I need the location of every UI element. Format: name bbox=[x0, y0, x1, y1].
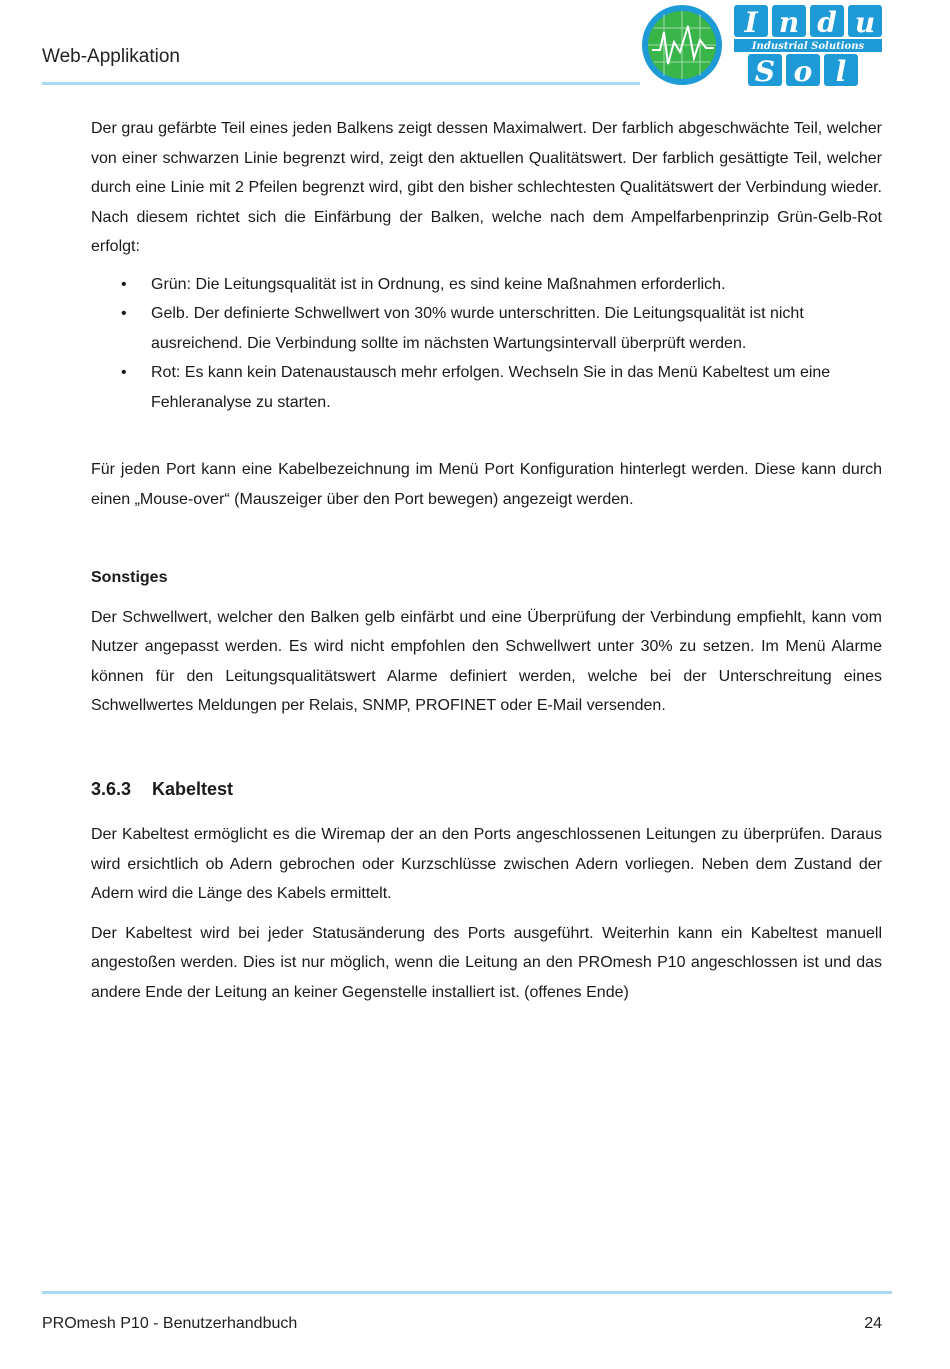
svg-text:I: I bbox=[744, 6, 758, 39]
logo-subtitle: Industrial Solutions bbox=[751, 41, 865, 52]
document-body bbox=[91, 114, 882, 1007]
sonstiges-heading: Sonstiges bbox=[91, 569, 168, 586]
svg-text:o: o bbox=[793, 55, 813, 88]
list-item: • Grün: Die Leitungsqualität ist in Ordnung, es sind keine Maßnahmen erforderlich. bbox=[91, 270, 882, 300]
page-number: 24 bbox=[864, 1315, 882, 1332]
list-item: • Rot: Es kann kein Datenaustausch mehr erfolgen. Wechseln Sie in das Menü Kabeltest um eine Fehleranalyse zu starten. bbox=[91, 358, 882, 417]
section-number: 3.6.3 bbox=[91, 778, 132, 799]
indusol-logo bbox=[638, 2, 894, 88]
kabeltest-paragraph-1: Der Kabeltest ermöglicht es die Wiremap der an den Ports angeschlossenen Leitungen zu überprüfen. Daraus wird ersichtlich ob Adern gebrochen oder Kurzschlüsse zwischen Adern vorliegen. Neben dem Zustand der Adern wird die Länge des Kabels ermittelt. bbox=[91, 826, 882, 902]
footer-divider bbox=[42, 1291, 892, 1294]
sonstiges-paragraph: Der Schwellwert, welcher den Balken gelb einfärbt und eine Überprüfung der Verbindung empfiehlt, kann vom Nutzer angepasst werden. Es wird nicht empfohlen den Schwellwert unter 30% zu setzen. Im Menü Alarme können für den Leitungsqualitätswert Alarme definiert werden, welche bei der Unterschreitung eines Schwellwertes Meldungen per Relais, SNMP, PROFINET oder E-Mail versenden. bbox=[91, 608, 882, 714]
bullet-icon: • bbox=[121, 364, 127, 381]
logo-letters-bottom bbox=[748, 54, 858, 88]
section-heading bbox=[91, 775, 882, 805]
list-item: • Gelb. Der definierte Schwellwert von 30% wurde unterschritten. Die Leitungsqualität ist nicht ausreichend. Die Verbindung sollte im nächsten Wartungsintervall überprüft werden. bbox=[91, 299, 882, 358]
kabeltest-paragraph-2: Der Kabeltest wird bei jeder Statusänderung des Ports ausgeführt. Weiterhin kann ein Kabeltest manuell angestoßen werden. Dies ist nur möglich, wenn die Leitung an den PROmesh P10 angeschlossen ist und das andere Ende der Leitung an keiner Gegenstelle installiert ist. (offenes Ende) bbox=[91, 924, 882, 1001]
port-paragraph: Für jeden Port kann eine Kabelbezeichnung im Menü Port Konfiguration hinterlegt werden. Diese kann durch einen „Mouse-over“ (Mauszeiger über den Port bewegen) angezeigt werden. bbox=[91, 461, 882, 508]
globe-icon bbox=[642, 5, 722, 85]
svg-text:n: n bbox=[778, 6, 800, 39]
svg-text:l: l bbox=[835, 55, 847, 88]
page-header-title: Web-Applikation bbox=[42, 46, 181, 67]
logo-letters-top bbox=[734, 5, 882, 39]
svg-text:u: u bbox=[854, 6, 876, 39]
traffic-light-list bbox=[91, 270, 882, 418]
section-title: Kabeltest bbox=[152, 778, 234, 799]
svg-text:d: d bbox=[817, 6, 837, 39]
header-divider bbox=[42, 82, 640, 85]
svg-text:S: S bbox=[754, 55, 776, 88]
bullet-icon: • bbox=[121, 275, 127, 293]
footer-document-title: PROmesh P10 - Benutzerhandbuch bbox=[42, 1315, 298, 1332]
intro-paragraph: Der grau gefärbte Teil eines jeden Balkens zeigt dessen Maximalwert. Der farblich abgeschwächte Teil, welcher von einer schwarzen Linie begrenzt wird, zeigt den aktuellen Qualitätswert. Der farblich gesättigte Teil, welcher durch eine Linie mit 2 Pfeilen begrenzt wird, gibt den bisher schlechtesten Qualitätswert der Verbindung wieder. Nach diesem richtet sich die Einfärbung der Balken, welche nach dem Ampelfarbenprinzip Grün-Gelb-Rot erfolgt: bbox=[91, 120, 882, 255]
bullet-icon: • bbox=[121, 305, 127, 322]
